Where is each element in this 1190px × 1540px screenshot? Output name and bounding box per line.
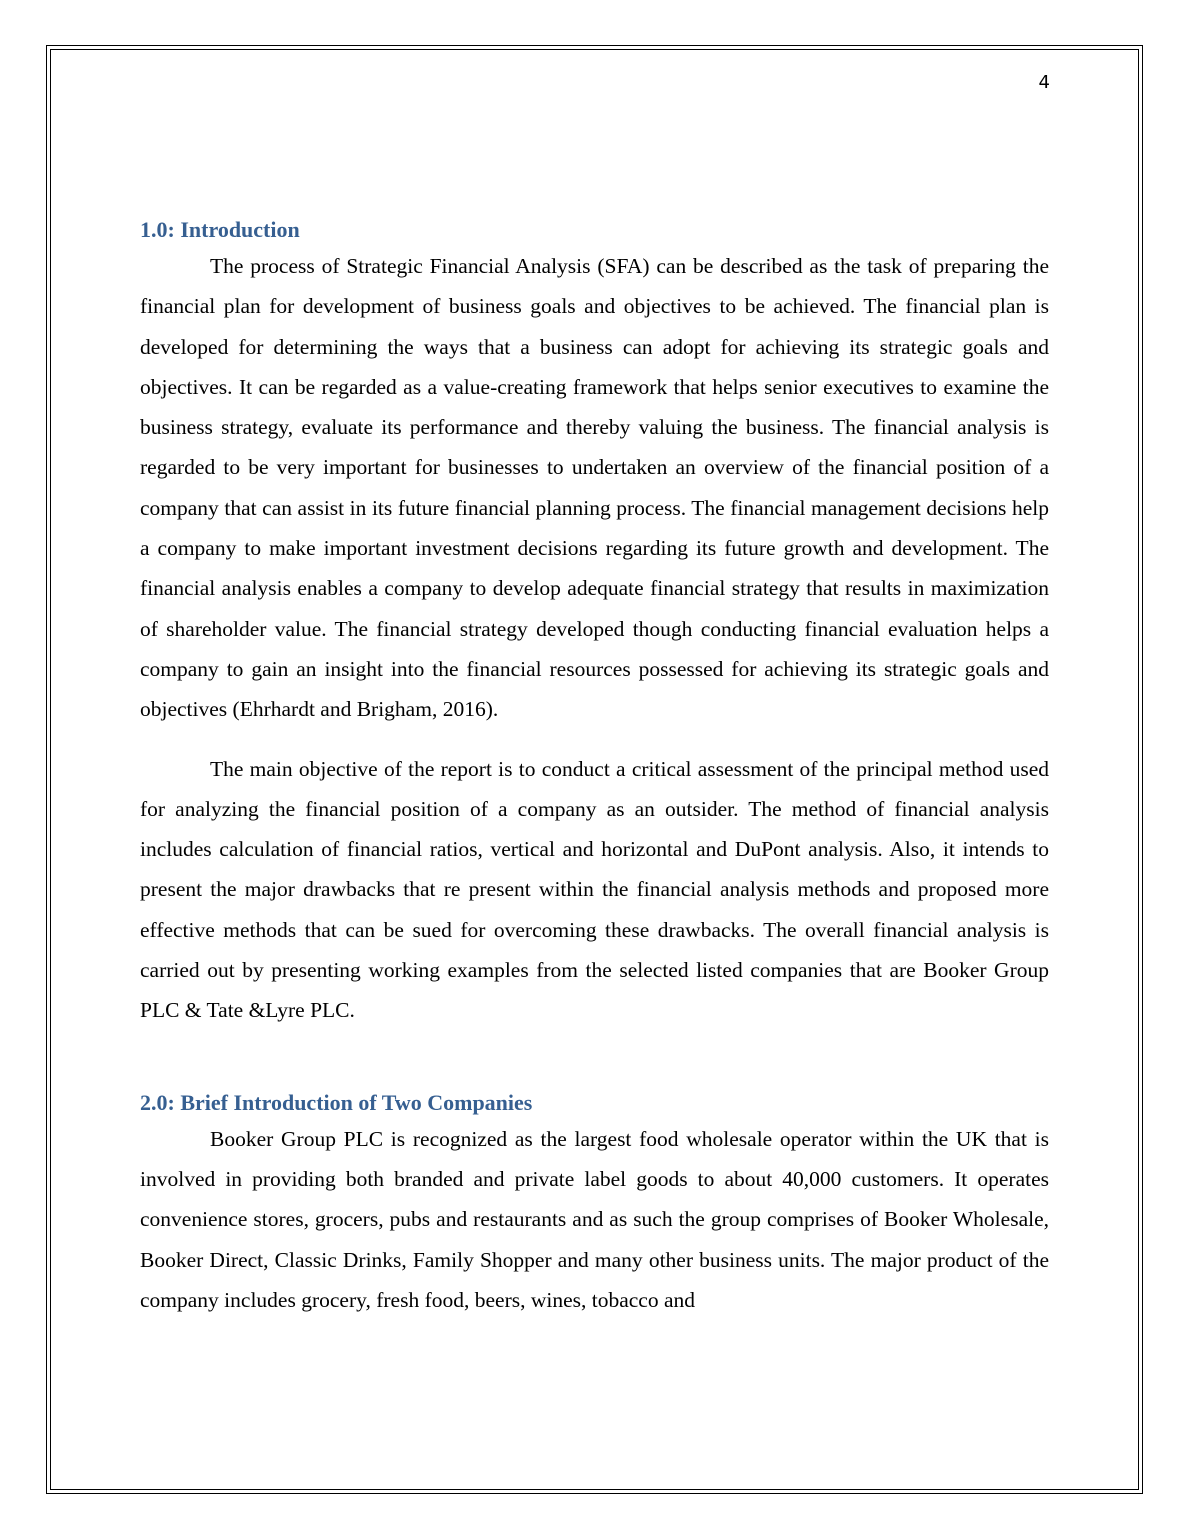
section-heading-introduction: 1.0: Introduction (140, 217, 300, 242)
paragraph-intro-2: The main objective of the report is to conduct a critical assessment of the principal method used for analyzing the financial position of a company as an outsider. The method of financial analysis includes calculation of financial ratios, vertical and horizontal and DuPont analysis. Also, it intends to present the major drawbacks that re present within the financial analysis methods and proposed more effective methods that can be sued for overcoming these drawbacks. The overall financial analysis is carried out by presenting working examples from the selected listed companies that are Booker Group PLC & Tate &Lyre PLC. (140, 756, 1049, 1023)
section-companies (140, 1087, 1049, 1320)
page-number: 4 (1038, 72, 1050, 93)
section-introduction (140, 214, 1049, 1031)
section-heading-companies: 2.0: Brief Introduction of Two Companies (140, 1089, 533, 1115)
document-body (140, 214, 1049, 1320)
paragraph-intro-1: The process of Strategic Financial Analysis (SFA) can be described as the task of preparing the financial plan for development of business goals and objectives to be achieved. The financial plan is developed for determining the ways that a business can adopt for achieving its strategic goals and objectives. It can be regarded as a value-creating framework that helps senior executives to examine the business strategy, evaluate its performance and thereby valuing the business. The financial analysis is regarded to be very important for businesses to undertaken an overview of the financial position of a company that can assist in its future financial planning process. The financial management decisions help a company to make important investment decisions regarding its future growth and development. The financial analysis enables a company to develop adequate financial strategy that results in maximization of shareholder value. The financial strategy developed though conducting financial evaluation helps a company to gain an insight into the financial resources possessed for achieving its strategic goals and objectives (Ehrhardt and Brigham, 2016). (140, 254, 1049, 722)
paragraph-companies-1: Booker Group PLC is recognized as the largest food wholesale operator within the UK that is involved in providing both branded and private label goods to about 40,000 customers. It operates convenience stores, grocers, pubs and restaurants and as such the group comprises of Booker Wholesale, Booker Direct, Classic Drinks, Family Shopper and many other business units. The major product of the company includes grocery, fresh food, beers, wines, tobacco and (140, 1126, 1049, 1312)
